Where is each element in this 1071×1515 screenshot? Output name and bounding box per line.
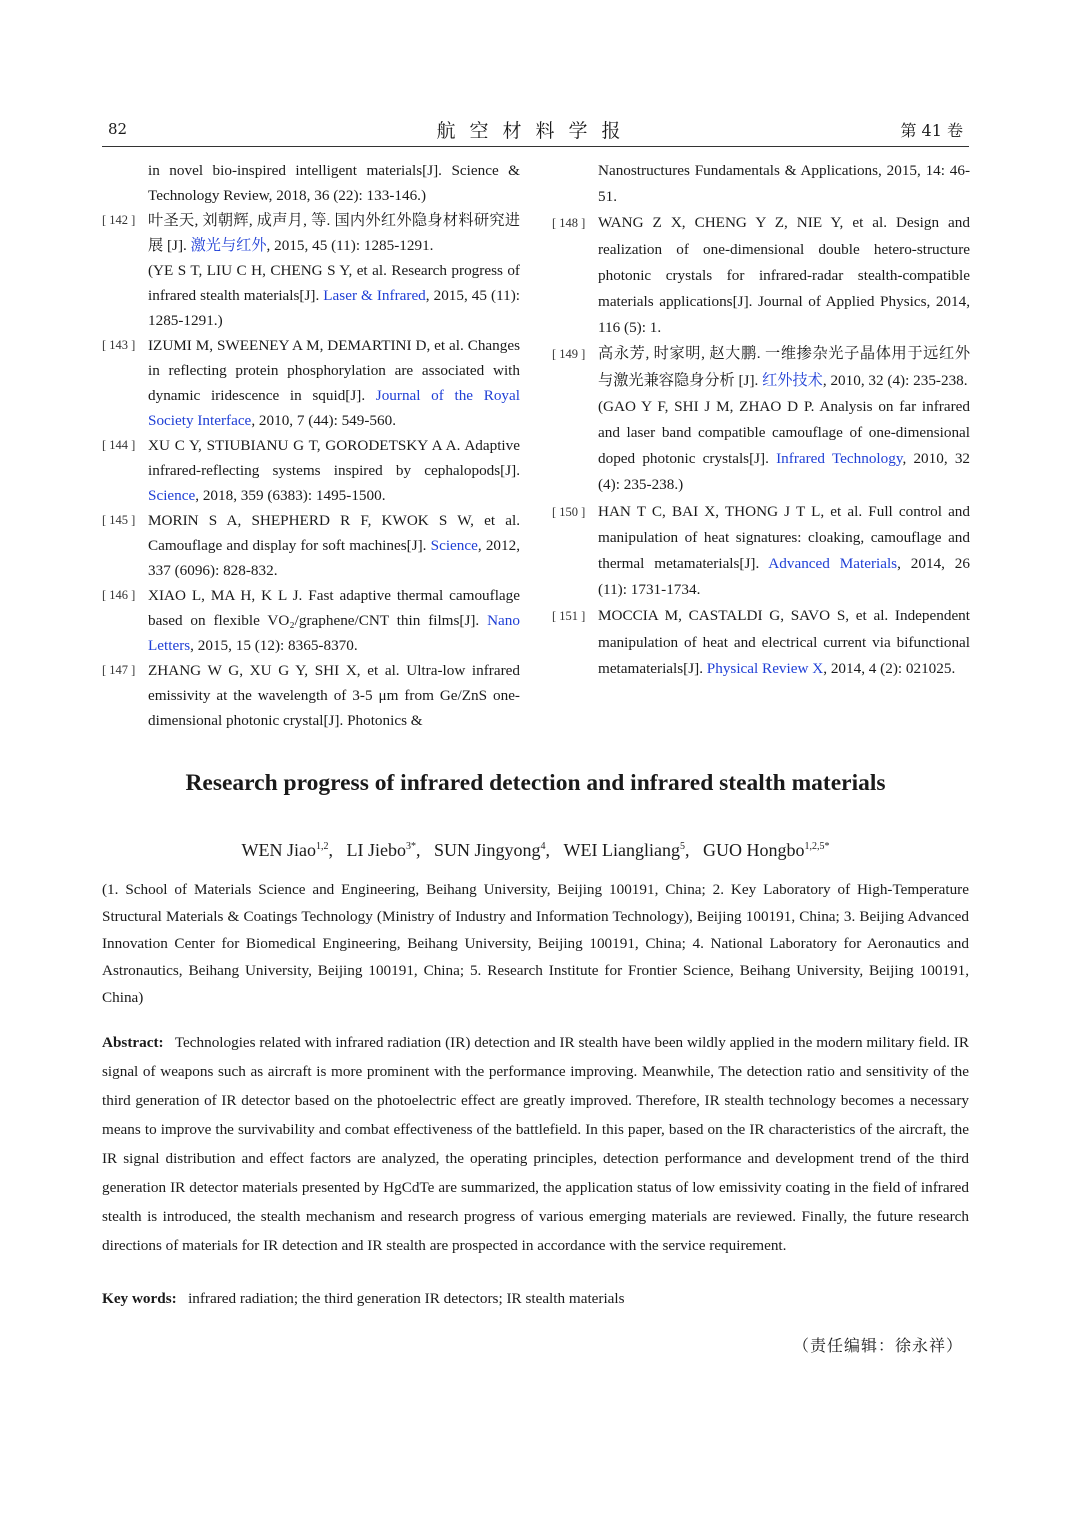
reference-journal-link[interactable]: Physical Review X xyxy=(706,659,824,677)
reference-entry xyxy=(102,658,520,733)
reference-entry xyxy=(552,341,970,498)
reference-text: MORIN S A, SHEPHERD R F, KWOK S W, et al. Camouflage and display for soft machines[J]. xyxy=(148,512,520,554)
author-affiliation-marker: 1,2 xyxy=(316,841,329,852)
reference-body xyxy=(598,503,970,599)
journal-title: 航空材料学报 xyxy=(436,120,635,142)
author-name: SUN Jingyong xyxy=(433,840,541,860)
reference-number: [ 149 ] xyxy=(552,347,586,362)
reference-number: [ 147 ] xyxy=(102,663,136,677)
reference-translation xyxy=(148,258,520,333)
references-left-column xyxy=(102,158,520,733)
keywords xyxy=(102,1290,969,1308)
reference-number: [ 148 ] xyxy=(552,216,586,231)
reference-text: HAN T C, BAI X, THONG J T L, et al. Full control and manipulation of heat signatures: cloaking, camouflage and thermal metamaterials[J]. xyxy=(598,502,970,573)
reference-text: (GAO Y F, SHI J M, ZHAO D P. Analysis on far infrared and laser band compatible camouflage of one-dimensional doped photonic crystals[J]. xyxy=(598,397,970,468)
keywords-text: infrared radiation; the third generation IR detectors; IR stealth materials xyxy=(188,1290,625,1307)
reference-text: Nanostructures Fundamentals & Applications, 2015, 14: 46-51. xyxy=(598,162,970,206)
keywords-label: Key words: xyxy=(102,1290,177,1307)
page-number: 82 xyxy=(108,120,128,138)
page-header xyxy=(102,112,969,147)
reference-entry xyxy=(102,158,520,208)
reference-body xyxy=(148,162,520,204)
reference-body xyxy=(148,587,520,654)
reference-number: [ 144 ] xyxy=(102,438,136,452)
reference-text: , 2014, 26 (11): 1731-1734. xyxy=(598,555,970,599)
volume-label: 第 41 卷 xyxy=(900,121,963,140)
reference-journal-link[interactable]: Journal of the Royal Society Interface xyxy=(148,387,520,429)
reference-text: , 2010, 32 (4): 235-238.) xyxy=(598,450,971,494)
reference-text: , 2015, 15 (12): 8365-8370. xyxy=(190,637,358,654)
abstract-label: Abstract: xyxy=(102,1034,164,1051)
reference-entry xyxy=(102,208,520,333)
reference-body xyxy=(598,162,970,205)
reference-body xyxy=(598,607,970,676)
reference-text: , 2010, 7 (44): 549-560. xyxy=(251,412,397,429)
reference-text: , 2014, 4 (2): 021025. xyxy=(823,659,956,677)
reference-journal-link[interactable]: Science xyxy=(148,487,196,504)
reference-journal-link[interactable]: Nano Letters xyxy=(148,612,520,654)
reference-body xyxy=(148,512,520,579)
reference-text: in novel bio-inspired intelligent materials[J]. Science & Technology Review, 2018, 36 (22): 133-146.) xyxy=(148,162,520,204)
reference-body xyxy=(148,337,520,429)
author-name: LI Jiebo xyxy=(346,840,406,860)
author-list: WEN Jiao$^{1,2}$, LI Jiebo$^{3*}$, SUN Jingyong$^4$, WEI Liangliang$^5$, GUO Hongbo$^{1,2,5*}$ xyxy=(241,840,830,860)
reference-text: WANG Z X, CHENG Y Z, NIE Y, et al. Design and realization of one-dimensional double hetero-structure photonic crystals for infrared-radar stealth-compatible materials applications[J]. Journal of Applied Physics, 2014, 116 (5): 1. xyxy=(598,214,970,337)
reference-journal-link[interactable]: Laser & Infrared xyxy=(323,287,426,304)
reference-number: [ 142 ] xyxy=(102,213,136,227)
reference-journal-link[interactable]: Science xyxy=(430,537,478,554)
reference-text: , 2015, 45 (11): 1285-1291. xyxy=(266,237,434,254)
reference-journal-link[interactable]: 激光与红外 xyxy=(190,237,267,254)
reference-text: IZUMI M, SWEENEY A M, DEMARTINI D, et al. Changes in reflecting protein phosphorylation are associated with dynamic iridescence in squid[J]. xyxy=(148,337,520,404)
reference-number: [ 143 ] xyxy=(102,338,136,352)
reference-text: 高永芳, 时家明, 赵大鹏. 一维掺杂光子晶体用于远红外与激光兼容隐身分析 [J]. xyxy=(598,345,970,389)
reference-text: , 2010, 32 (4): 235-238. xyxy=(822,371,968,389)
reference-number: [ 150 ] xyxy=(552,504,586,519)
reference-text: , 2012, 337 (6096): 828-832. xyxy=(148,537,520,579)
affiliations: (1. School of Materials Science and Engineering, Beihang University, Beijing 100191, China; 2. Key Laboratory of High-Temperature Structural Materials & Coatings Technology (Ministry of Industry and Information Technology), Beijing 100191, China; 3. Beijing Advanced Innovation Center for Biomedical Engineering, Beihang University, Beijing 100191, China; 4. National Laboratory for Aeronautics and Astronautics, Beihang University, Beijing 100191, China; 5. Research Institute for Frontier Science, Beihang University, Beijing 100191, China) xyxy=(102,881,969,1006)
reference-body xyxy=(148,212,520,254)
reference-translation xyxy=(598,394,970,499)
english-title: Research progress of infrared detection and infrared stealth materials xyxy=(185,770,886,796)
reference-number: [ 146 ] xyxy=(102,588,136,602)
author-affiliation-marker: 3* xyxy=(405,841,416,852)
reference-text: , 2018, 359 (6383): 1495-1500. xyxy=(195,487,386,504)
reference-entry xyxy=(102,333,520,433)
reference-text: (YE S T, LIU C H, CHENG S Y, et al. Research progress of infrared stealth materials[J]. xyxy=(148,262,520,304)
reference-body xyxy=(598,345,970,388)
author-name: WEN Jiao xyxy=(241,840,316,860)
reference-entry xyxy=(102,583,520,658)
author-affiliation-marker: 4 xyxy=(540,841,546,852)
reference-journal-link[interactable]: Advanced Materials xyxy=(768,555,898,573)
reference-number: [ 151 ] xyxy=(552,609,586,624)
reference-body xyxy=(148,662,520,729)
author-name: WEI Liangliang xyxy=(563,840,680,860)
reference-body xyxy=(148,437,520,504)
reference-text: ZHANG W G, XU G Y, SHI X, et al. Ultra-low infrared emissivity at the wavelength of 3-5 μm from Ge/ZnS one-dimensional photonic crystal[J]. Photonics & xyxy=(148,662,520,729)
reference-entry xyxy=(552,158,970,210)
reference-entry xyxy=(552,210,970,341)
reference-text: XIAO L, MA H, K L J. Fast adaptive thermal camouflage based on flexible VO₂/graphene/CNT thin films[J]. xyxy=(148,587,520,629)
reference-entry xyxy=(102,508,520,583)
reference-journal-link[interactable]: 红外技术 xyxy=(762,371,823,389)
abstract-text: Technologies related with infrared radiation (IR) detection and IR stealth have been wildly applied in the modern military field. IR signal of weapons such as aircraft is more prominent with the performance improving. Meanwhile, The detection ratio and sensitivity of the third generation of IR detector based on the photoelectric effect are greatly improved. Therefore, IR stealth technology becomes a necessary means to improve the survivability and combat effectiveness of the battlefield. In this paper, based on the IR characteristics of the aircraft, the IR signal distribution and effect factors are analyzed, the operating principles, detection performance and development trend of the third generation IR detector materials presented by HgCdTe are summarized, the application status of low emissivity coating in the field of infrared stealth is introduced, the stealth mechanism and research progress of various emerging materials are reviewed. Finally, the future research directions of materials for IR detection and IR stealth are prospected in accordance with the service requirement. xyxy=(102,1034,969,1254)
reference-journal-link[interactable]: Infrared Technology xyxy=(776,450,903,468)
reference-text: XU C Y, STIUBIANU G T, GORODETSKY A A. Adaptive infrared-reflecting systems inspired by cephalopods[J]. xyxy=(148,437,520,479)
author-name: GUO Hongbo xyxy=(702,840,805,860)
author-affiliation-marker: 5 xyxy=(679,841,685,852)
author-affiliation-marker: 1,2,5* xyxy=(804,841,830,852)
editor-note: （责任编辑：徐永祥） xyxy=(792,1336,963,1355)
reference-number: [ 145 ] xyxy=(102,513,136,527)
reference-body xyxy=(598,214,970,336)
references-right-column xyxy=(552,158,970,682)
reference-text: MOCCIA M, CASTALDI G, SAVO S, et al. Independent manipulation of heat and electrical current via bifunctional metamaterials[J]. xyxy=(598,607,970,677)
abstract xyxy=(102,1028,969,1260)
reference-text: 叶圣天, 刘朝辉, 成声月, 等. 国内外红外隐身材料研究进展 [J]. xyxy=(148,212,520,254)
reference-entry xyxy=(552,603,970,682)
reference-entry xyxy=(552,499,970,604)
reference-text: , 2015, 45 (11): 1285-1291.) xyxy=(148,287,520,329)
reference-entry xyxy=(102,433,520,508)
